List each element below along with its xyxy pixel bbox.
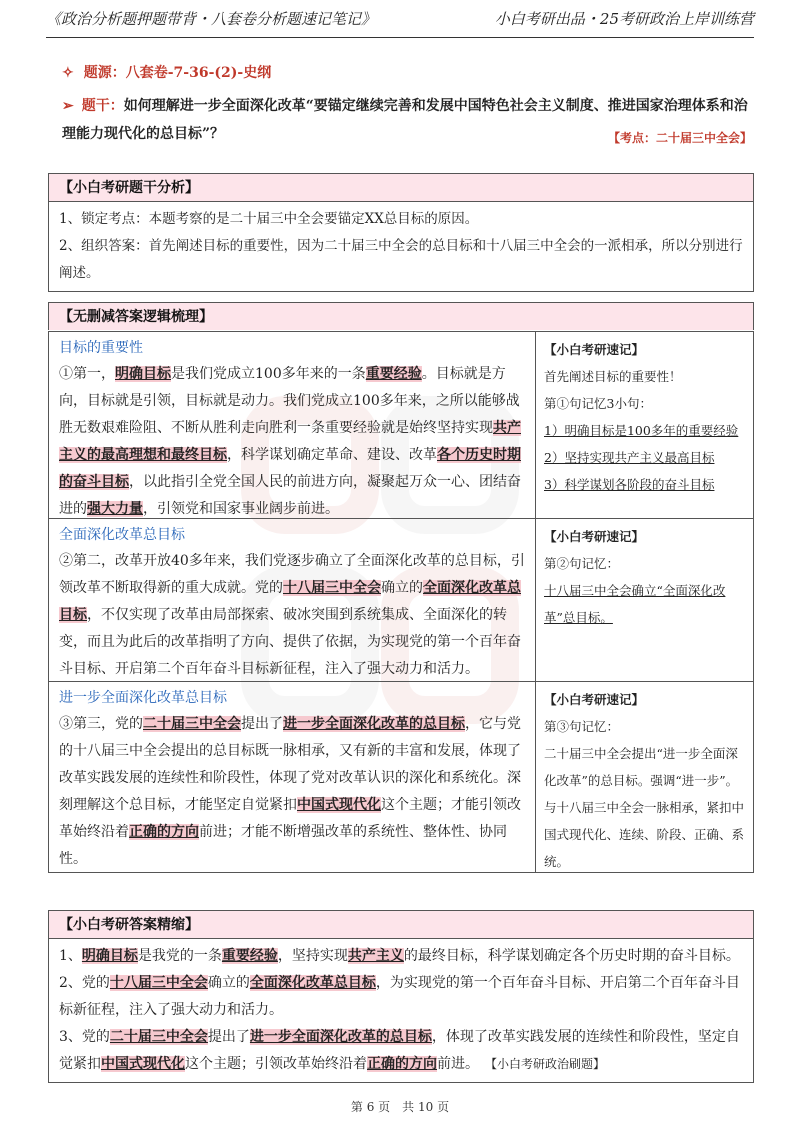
answer-text bbox=[59, 548, 527, 683]
text: 前进。 bbox=[437, 1056, 479, 1072]
keyword: 中国式现代化 bbox=[101, 1056, 185, 1072]
text: ③第三，党的 bbox=[59, 716, 143, 732]
answer-text bbox=[59, 361, 527, 523]
text: 确立的 bbox=[381, 580, 423, 596]
keyword: 明确目标 bbox=[115, 366, 171, 382]
text: ，它与党的十八届三中全会提出的总目标既一脉相承，又有新的丰富和发展，体现了改革实践发展的连续性和阶段性，体现了党对改革认识的深化和系统化。深刻理解这个总目标，才能坚定自觉紧扣 bbox=[59, 716, 521, 813]
logic-row bbox=[49, 331, 753, 518]
logic-box bbox=[48, 302, 754, 330]
analysis-body bbox=[49, 202, 753, 291]
analysis-point-1: 1、锁定考点：本题考察的是二十届三中全会要锚定XX总目标的原因。 bbox=[59, 211, 479, 227]
logic-row bbox=[49, 681, 753, 872]
note-line: 3）科学谋划各阶段的奋斗目标 bbox=[544, 477, 715, 492]
refined-line-3 bbox=[59, 1024, 743, 1078]
source-label: 题源： bbox=[83, 65, 126, 81]
memo-note bbox=[536, 682, 753, 872]
note-line: 二十届三中全会提出“进一步全面深化改革”的总目标。强调“进一步”。与十八届三中全会一脉相承，紧扣中国式现代化、连续、阶段、正确、系统。 bbox=[544, 746, 745, 869]
text: 的最终目标，科学谋划确定各个历史时期的奋斗目标。 bbox=[403, 948, 740, 964]
keyword: 全面深化改革总目标 bbox=[59, 580, 521, 623]
note-line: 第③句记忆： bbox=[544, 719, 620, 734]
keyword: 全面深化改革总目标 bbox=[249, 975, 376, 991]
refined-line-1 bbox=[59, 943, 743, 970]
logic-title: 【无删减答案逻辑梳理】 bbox=[49, 303, 753, 330]
note-line: 十八届三中全会确立“全面深化改革”总目标。 bbox=[544, 583, 726, 625]
text: 是我党的一条 bbox=[137, 948, 222, 964]
refined-box bbox=[48, 910, 754, 1083]
note-title: 【小白考研速记】 bbox=[544, 529, 645, 544]
text: ②第二，改革开放40多年来，我们党逐步确立了全面深化改革的总目标，引领改革不断取得新的重大成就。党的 bbox=[59, 553, 525, 596]
keyword: 正确的方向 bbox=[367, 1056, 437, 1072]
text: ①第一， bbox=[59, 366, 115, 382]
signature: 【小白考研政治刷题】 bbox=[491, 1057, 606, 1071]
question-source bbox=[62, 62, 271, 82]
note-line: 首先阐述目标的重要性！ bbox=[544, 369, 682, 384]
text: ，引领党和国家事业阔步前进。 bbox=[143, 501, 339, 517]
text: 确立的 bbox=[207, 975, 250, 991]
keyword: 正确的方向 bbox=[129, 824, 199, 840]
analysis-point-2: 2、组织答案：首先阐述目标的重要性，因为二十届三中全会的总目标和十八届三中全会的一派相承，所以分别进行阐述。 bbox=[59, 238, 743, 281]
answer-text bbox=[59, 711, 527, 873]
memo-note bbox=[536, 519, 753, 681]
text: 。目标就是方向，目标就是引领，目标就是动力。我们党成立100多年来，之所以能够战胜无数艰难险阻、不断从胜利走向胜利一条重要经验就是始终坚持实现 bbox=[59, 366, 520, 436]
keyword: 中国式现代化 bbox=[297, 797, 381, 813]
analysis-box bbox=[48, 173, 754, 292]
logic-row bbox=[49, 518, 753, 681]
text: ，以此指引全党全国人民的前进方向，凝聚起万众一心、团结奋进的 bbox=[59, 474, 521, 517]
logic-answer bbox=[49, 519, 536, 681]
logic-grid bbox=[48, 331, 754, 873]
text: 3、党的 bbox=[59, 1029, 110, 1045]
diamond-icon: ✧ bbox=[62, 65, 74, 81]
page-footer bbox=[0, 1098, 800, 1115]
brand-title: 小白考研出品・25考研政治上岸训练营 bbox=[494, 10, 754, 28]
text: 2、党的 bbox=[59, 975, 110, 991]
note-line: 2）坚持实现共产主义最高目标 bbox=[544, 450, 715, 465]
keyword: 重要经验 bbox=[365, 366, 422, 382]
note-line: 1）明确目标是100多年的重要经验 bbox=[544, 423, 739, 438]
keyword: 进一步全面深化改革的总目标 bbox=[249, 1029, 432, 1045]
text: ，体现了改革实践发展的连续性和阶段性，坚定自觉紧扣 bbox=[59, 1029, 740, 1072]
text: ，不仅实现了改革由局部探索、破冰突围到系统集成、全面深化的转变，而且为此后的改革指明了方向、提供了依据，为实现党的第一个百年奋斗目标、开启第二个百年奋斗目标新征程，注入了强大动力和活力。 bbox=[59, 607, 521, 677]
section-heading: 全面深化改革总目标 bbox=[59, 526, 185, 542]
keyword: 共产主义的最高理想和最终目标 bbox=[59, 420, 521, 463]
note-line: 第①句记忆3小句： bbox=[544, 396, 652, 411]
logic-answer bbox=[49, 682, 536, 872]
header-divider bbox=[46, 37, 754, 38]
logic-answer bbox=[49, 332, 536, 518]
analysis-title: 【小白考研题干分析】 bbox=[49, 174, 753, 202]
keyword: 十八届三中全会 bbox=[109, 975, 208, 991]
arrow-icon: ➢ bbox=[62, 98, 74, 114]
text: 前进；才能不断增强改革的系统性、整体性、协同性。 bbox=[59, 824, 507, 867]
note-title: 【小白考研速记】 bbox=[544, 342, 645, 357]
stem-text: 如何理解进一步全面深化改革“要锚定继续完善和发展中国特色社会主义制度、推进国家治理体系和治理能力现代化的总目标”？ bbox=[62, 98, 748, 142]
stem-label: 题干： bbox=[81, 98, 124, 114]
text: 这个主题；引领改革始终沿着 bbox=[185, 1056, 367, 1072]
keyword: 十八届三中全会 bbox=[283, 580, 381, 596]
keyword: 二十届三中全会 bbox=[143, 716, 241, 732]
text: 是我们党成立100多年来的一条 bbox=[171, 366, 366, 382]
note-title: 【小白考研速记】 bbox=[544, 692, 645, 707]
doc-title: 《政治分析题押题带背・八套卷分析题速记笔记》 bbox=[46, 10, 377, 28]
keyword: 二十届三中全会 bbox=[109, 1029, 208, 1045]
text: 提出了 bbox=[207, 1029, 250, 1045]
text: ，为实现党的第一个百年奋斗目标、开启第二个百年奋斗目标新征程，注入了强大动力和活力。 bbox=[59, 975, 740, 1018]
page-number: 第 6 页 bbox=[350, 1100, 391, 1114]
refined-line-2 bbox=[59, 970, 743, 1024]
text: ，坚持实现 bbox=[277, 948, 348, 964]
exam-point-tag: 【考点：二十届三中全会】 bbox=[607, 131, 752, 145]
text: 提出了 bbox=[241, 716, 283, 732]
source-value: 八套卷-7-36-(2)-史纲 bbox=[125, 65, 272, 81]
text: 1、 bbox=[59, 948, 82, 964]
keyword: 共产主义 bbox=[347, 948, 404, 964]
keyword: 进一步全面深化改革的总目标 bbox=[283, 716, 465, 732]
keyword: 明确目标 bbox=[81, 948, 138, 964]
keyword: 各个历史时期的奋斗目标 bbox=[59, 447, 521, 490]
text: ，科学谋划确定革命、建设、改革 bbox=[227, 447, 437, 463]
section-heading: 进一步全面深化改革总目标 bbox=[59, 689, 227, 705]
keyword: 强大力量 bbox=[87, 501, 143, 517]
memo-note bbox=[536, 332, 753, 518]
text: 这个主题；才能引领改革始终沿着 bbox=[59, 797, 521, 840]
section-heading: 目标的重要性 bbox=[59, 339, 143, 355]
note-line: 第②句记忆： bbox=[544, 556, 620, 571]
refined-body bbox=[49, 939, 753, 1082]
keyword: 重要经验 bbox=[221, 948, 278, 964]
refined-title: 【小白考研答案精缩】 bbox=[49, 911, 753, 939]
page-total: 共 10 页 bbox=[402, 1100, 450, 1114]
